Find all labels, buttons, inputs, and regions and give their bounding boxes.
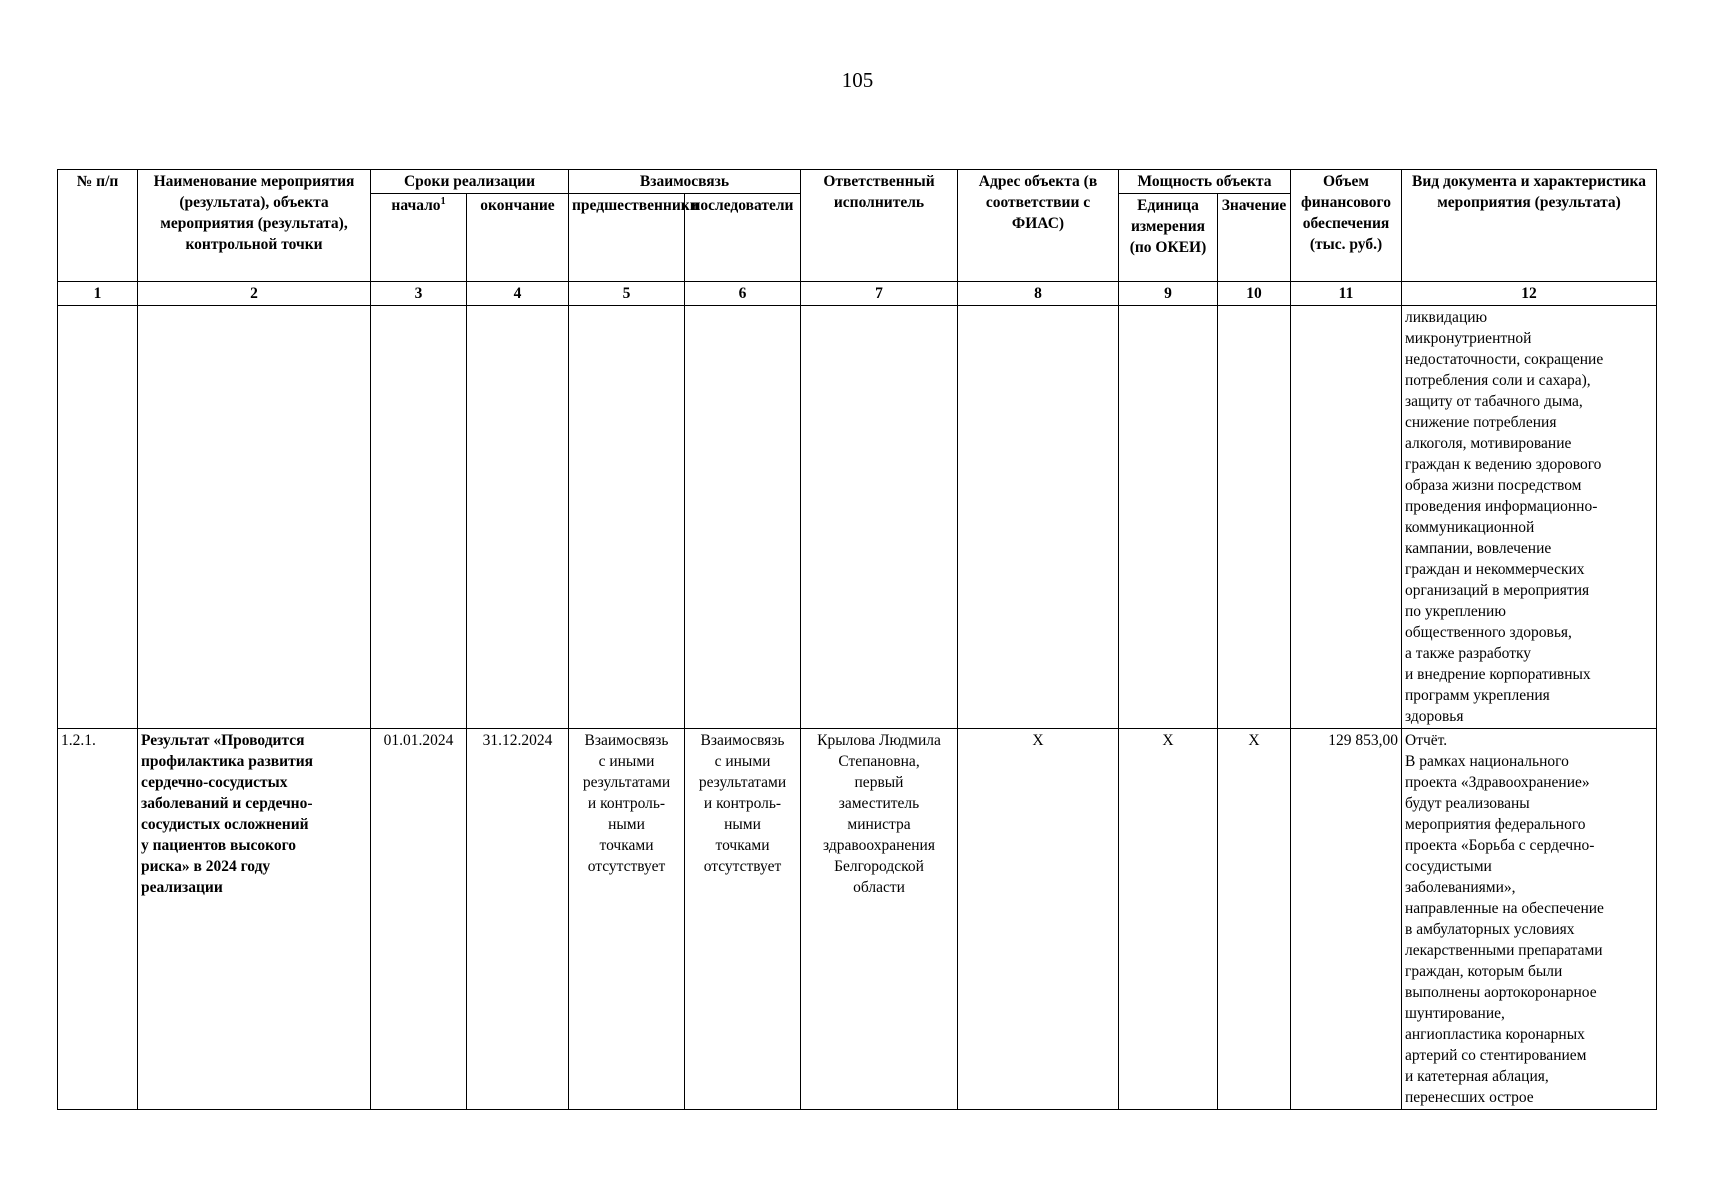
header-end: окончание bbox=[467, 194, 569, 282]
result-unit: Х bbox=[1119, 729, 1218, 1110]
empty-cell bbox=[1218, 306, 1291, 729]
header-successors: последователи bbox=[685, 194, 801, 282]
result-start-date: 01.01.2024 bbox=[371, 729, 467, 1110]
column-number-row bbox=[58, 282, 1657, 306]
page-number: 105 bbox=[841, 68, 874, 92]
empty-cell bbox=[569, 306, 685, 729]
header-start bbox=[371, 194, 467, 282]
empty-cell bbox=[958, 306, 1119, 729]
column-number: 7 bbox=[801, 282, 958, 306]
column-number: 5 bbox=[569, 282, 685, 306]
header-link-group: Взаимосвязь bbox=[569, 170, 801, 194]
header-responsible: Ответственный исполнитель bbox=[801, 170, 958, 282]
header-row-group bbox=[58, 170, 1657, 194]
continued-document-text: ликвидацию микронутриентной недостаточности, сокращение потребления соли и сахара), защиту от табачного дыма, снижение потребления алкоголя, мотивирование граждан к ведению здорового образа жизни посредством проведения информационно- коммуникационной кампании, вовлечение граждан и некоммерческих организаций в мероприятия по укреплению общественного здоровья, а также разработку и внедрение корпоративных программ укрепления здоровья bbox=[1402, 306, 1657, 729]
column-number: 4 bbox=[467, 282, 569, 306]
column-number: 1 bbox=[58, 282, 138, 306]
empty-cell bbox=[138, 306, 371, 729]
column-number: 11 bbox=[1291, 282, 1402, 306]
column-number: 3 bbox=[371, 282, 467, 306]
result-address: Х bbox=[958, 729, 1119, 1110]
result-name: Результат «Проводится профилактика развития сердечно-сосудистых заболеваний и сердечно- сосудистых осложнений у пациентов высокого риска» в 2024 году реализации bbox=[138, 729, 371, 1110]
header-terms-group: Сроки реализации bbox=[371, 170, 569, 194]
result-responsible: Крылова Людмила Степановна, первый заместитель министра здравоохранения Белгородской области bbox=[801, 729, 958, 1110]
column-number: 10 bbox=[1218, 282, 1291, 306]
empty-cell bbox=[58, 306, 138, 729]
header-start-footnote: 1 bbox=[440, 195, 446, 207]
column-number: 9 bbox=[1119, 282, 1218, 306]
empty-cell bbox=[685, 306, 801, 729]
result-row bbox=[58, 729, 1657, 1110]
header-unit: Единица измерения (по ОКЕИ) bbox=[1119, 194, 1218, 282]
header-address: Адрес объекта (в соответствии с ФИАС) bbox=[958, 170, 1119, 282]
column-number: 8 bbox=[958, 282, 1119, 306]
result-predecessors: Взаимосвязь с иными результатами и контроль- ными точками отсутствует bbox=[569, 729, 685, 1110]
header-capacity-group: Мощность объекта bbox=[1119, 170, 1291, 194]
empty-cell bbox=[467, 306, 569, 729]
result-number: 1.2.1. bbox=[58, 729, 138, 1110]
empty-cell bbox=[801, 306, 958, 729]
header-value: Значение bbox=[1218, 194, 1291, 282]
header-predecessors: предшественники bbox=[569, 194, 685, 282]
continued-row bbox=[58, 306, 1657, 729]
result-end-date: 31.12.2024 bbox=[467, 729, 569, 1110]
column-number: 2 bbox=[138, 282, 371, 306]
header-number: № п/п bbox=[58, 170, 138, 282]
events-table bbox=[57, 169, 1657, 1110]
header-start-label: начало bbox=[391, 197, 441, 214]
header-funding: Объем финансового обеспечения (тыс. руб.) bbox=[1291, 170, 1402, 282]
column-number: 12 bbox=[1402, 282, 1657, 306]
result-document: Отчёт. В рамках национального проекта «Здравоохранение» будут реализованы мероприятия федерального проекта «Борьба с сердечно- сосудистыми заболеваниями», направленные на обеспечение в амбулаторных условиях лекарственными препаратами граждан, которым были выполнены аортокоронарное шунтирование, ангиопластика коронарных артерий со стентированием и катетерная аблация, перенесших острое bbox=[1402, 729, 1657, 1110]
empty-cell bbox=[371, 306, 467, 729]
header-name: Наименование мероприятия (результата), объекта мероприятия (результата), контрольной точки bbox=[138, 170, 371, 282]
header-document: Вид документа и характеристика мероприятия (результата) bbox=[1402, 170, 1657, 282]
empty-cell bbox=[1119, 306, 1218, 729]
result-successors: Взаимосвязь с иными результатами и контроль- ными точками отсутствует bbox=[685, 729, 801, 1110]
empty-cell bbox=[1291, 306, 1402, 729]
result-funding: 129 853,00 bbox=[1291, 729, 1402, 1110]
result-value: Х bbox=[1218, 729, 1291, 1110]
column-number: 6 bbox=[685, 282, 801, 306]
